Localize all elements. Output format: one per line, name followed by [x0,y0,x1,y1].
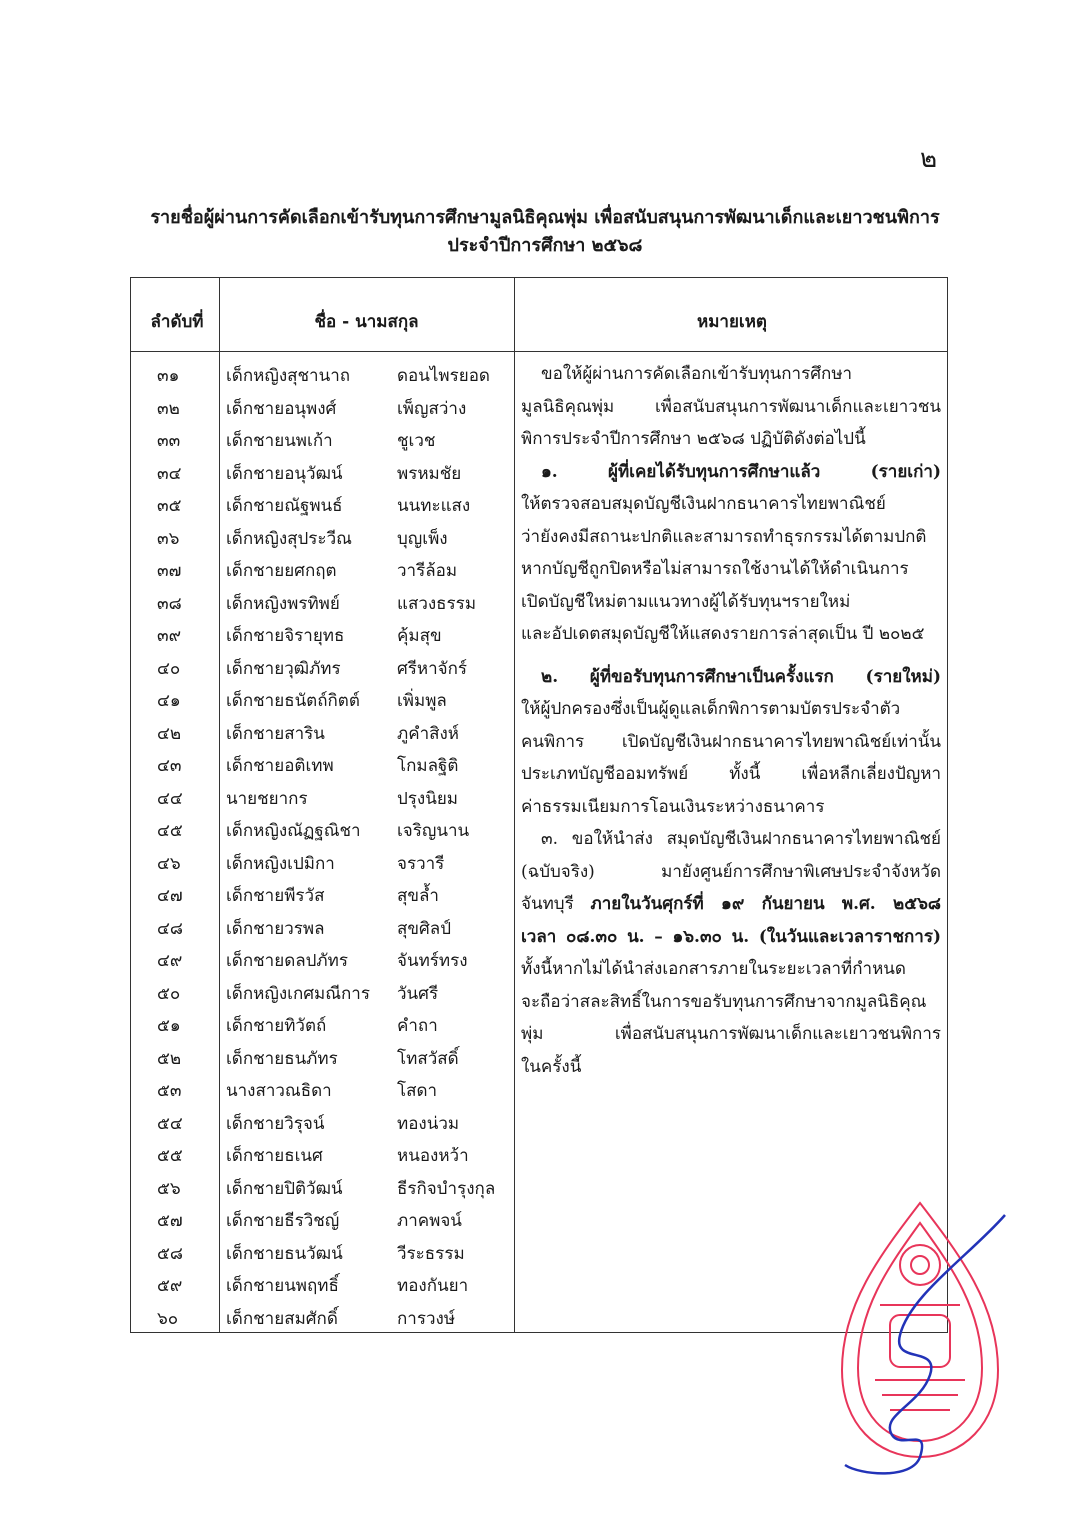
remark-item2-line: ประเภทบัญชีออมทรัพย์ ทั้งนี้ เพื่อหลีกเลี่ยงปัญหา [521,764,941,784]
row-last-name: การวงษ์ [397,1308,456,1329]
remark-deadline-date: ภายในวันศุกร์ที่ ๑๙ กันยายน พ.ศ. ๒๕๖๘ [590,894,941,914]
row-last-name: ทองน่วม [397,1113,460,1134]
row-order-number: ๕๙ [157,1276,183,1296]
row-last-name: ปรุงนิยม [397,788,459,809]
row-first-name: เด็กชายสมศักดิ์ [226,1308,338,1329]
row-order-number: ๕๔ [157,1113,183,1134]
row-first-name: เด็กชายนพฤทธิ์ [226,1276,339,1296]
remark-item1-line: หากบัญชีถูกปิดหรือไม่สามารถใช้งานได้ให้ดำเนินการ [521,559,909,579]
row-first-name: นางสาวณธิดา [226,1081,332,1101]
row-first-name: เด็กชายอติเทพ [226,756,334,776]
header-name: ชื่อ - นามสกุล [314,312,419,332]
row-first-name: เด็กชายวิรุจน์ [226,1113,325,1134]
row-first-name: เด็กชายณัฐพนธ์ [226,496,343,516]
row-first-name: เด็กหญิงเกศมณีการ [226,983,370,1004]
row-order-number: ๓๘ [157,593,182,614]
header-remark: หมายเหตุ [697,312,767,332]
row-order-number: ๕๕ [157,1146,183,1166]
remark-item1-line: เปิดบัญชีใหม่ตามแนวทางผู้ได้รับทุนฯรายใหม่ [521,591,851,612]
remark-text [521,358,941,1083]
row-last-name: ทองกันยา [397,1276,469,1296]
row-last-name: บุญเพ็ง [397,528,448,549]
row-first-name: เด็กชายสาริน [226,723,325,744]
row-last-name: วีระธรรม [397,1243,465,1264]
row-last-name: สุขล้ำ [397,886,439,906]
row-first-name: เด็กชายธีรวิชญ์ [226,1211,340,1231]
official-seal-stamp [820,1195,1020,1485]
remark-item3-line: จะถือว่าสละสิทธิ์ในการขอรับทุนการศึกษาจากมูลนิธิคุณ [521,991,927,1012]
row-first-name: เด็กชายจิรายุทธ [226,626,345,646]
row-order-number: ๔๑ [157,691,181,711]
row-order-number: ๔๐ [157,658,181,679]
row-first-name: เด็กชายนพเก้า [226,431,333,451]
row-last-name: เพ็ญสว่าง [397,398,467,419]
remark-item3-line: พุ่ม เพื่อสนับสนุนการพัฒนาเด็กและเยาวชนพิการ [521,1024,941,1044]
row-order-number: ๕๖ [157,1178,181,1199]
row-order-number: ๔๗ [157,886,183,906]
page-number: ๒ [920,144,938,174]
row-last-name: ดอนไพรยอด [397,366,490,386]
row-first-name: เด็กชายวรพล [226,918,325,939]
row-last-name: จันทร์ทรง [397,951,468,971]
row-last-name: ธีรกิจบำรุงกุล [397,1178,496,1199]
remark-item3-line [521,888,941,921]
row-first-name: เด็กชายอนุวัฒน์ [226,463,343,484]
remark-intro-line: พิการประจำปีการศึกษา ๒๕๖๘ ปฏิบัติดังต่อไปนี้ [521,429,866,449]
row-first-name: เด็กชายทิวัตถ์ [226,1016,327,1036]
row-first-name: เด็กหญิงสุประวีณ [226,528,352,549]
remark-item1-line: ให้ตรวจสอบสมุดบัญชีเงินฝากธนาคารไทยพาณิชย์ [521,494,886,514]
row-first-name: เด็กหญิงพรทิพย์ [226,593,340,614]
row-first-name: เด็กชายธนวัฒน์ [226,1243,343,1264]
remark-item3-line: ในครั้งนี้ [521,1056,582,1077]
row-last-name: โทสวัสดิ์ [397,1048,459,1069]
row-order-number: ๕๘ [157,1243,183,1264]
row-order-number: ๔๘ [157,918,183,939]
remark-item2-heading: ๒. ผู้ที่ขอรับทุนการศึกษาเป็นครั้งแรก (รายใหม่) [541,666,941,687]
row-order-number: ๓๙ [157,626,182,646]
row-order-number: ๔๔ [157,788,183,809]
row-last-name: แสวงธรรม [397,593,477,614]
row-order-number: ๓๑ [157,366,180,386]
row-last-name: โกมลฐิติ [397,756,459,776]
remark-item2-line: ให้ผู้ปกครองซึ่งเป็นผู้ดูแลเด็กพิการตามบัตรประจำตัว [521,699,901,719]
row-order-number: ๕๒ [157,1048,182,1069]
row-first-name: เด็กชายยศกฤต [226,561,337,581]
row-first-name: เด็กชายธนัตถ์กิตต์ [226,691,360,711]
row-first-name: เด็กหญิงเปมิกา [226,853,335,874]
header-order: ลำดับที่ [150,312,204,332]
row-last-name: สุขศิลป์ [397,918,451,939]
header-divider [131,351,947,352]
remark-item2-line: คนพิการ เปิดบัญชีเงินฝากธนาคารไทยพาณิชย์เท่านั้น [521,731,941,752]
row-last-name: วารีล้อม [397,561,458,581]
row-last-name: โสดา [397,1081,438,1101]
remark-item1-line: ว่ายังคงมีสถานะปกติและสามารถทำธุรกรรมได้ตามปกติ [521,526,927,547]
document-subtitle: ประจำปีการศึกษา ๒๕๖๘ [447,235,643,256]
row-first-name: เด็กชายธเนศ [226,1146,323,1166]
row-order-number: ๔๙ [157,951,183,971]
remark-deadline-time: เวลา ๐๘.๓๐ น. – ๑๖.๓๐ น. (ในวันและเวลาราชการ) [521,926,941,947]
row-order-number: ๕๓ [157,1081,182,1101]
document-title: รายชื่อผู้ผ่านการคัดเลือกเข้ารับทุนการศึกษามูลนิธิคุณพุ่ม เพื่อสนับสนุนการพัฒนาเด็กและเยาวชนพิการ [150,207,940,228]
row-last-name: คุ้มสุข [397,626,442,646]
row-order-number: ๔๓ [157,756,182,776]
remark-item1-line: และอัปเดตสมุดบัญชีให้แสดงรายการล่าสุดเป็น ปี ๒๐๒๕ [521,624,925,644]
row-first-name: เด็กชายธนภัทร [226,1048,338,1069]
remark-item3-line: ทั้งนี้หากไม่ได้นำส่งเอกสารภายในระยะเวลาที่กำหนด [521,959,906,979]
row-last-name: ศรีหาจักร์ [397,658,468,679]
row-last-name: พรหมชัย [397,463,462,484]
recipients-table [130,277,948,1333]
row-first-name: นายชยากร [226,788,308,809]
column-divider [514,278,515,1332]
row-order-number: ๓๔ [157,463,182,484]
remark-item2-line: ค่าธรรมเนียมการโอนเงินระหว่างธนาคาร [521,796,825,817]
row-last-name: ชูเวช [397,431,436,451]
row-order-number: ๔๕ [157,821,183,841]
row-first-name: เด็กหญิงณัฏฐณิชา [226,821,361,841]
row-last-name: วันศรี [397,983,439,1004]
row-last-name: เพิ่มพูล [397,691,447,711]
row-first-name: เด็กชายพีรวัส [226,886,325,906]
row-order-number: ๓๕ [157,496,182,516]
row-first-name: เด็กชายอนุพงศ์ [226,398,337,419]
row-order-number: ๓๓ [157,431,181,451]
row-order-number: ๕๗ [157,1211,183,1231]
row-last-name: ภาคพจน์ [397,1211,462,1231]
remark-intro-line: ขอให้ผู้ผ่านการคัดเลือกเข้ารับทุนการศึกษา [541,364,853,384]
row-last-name: ภูคำสิงห์ [397,723,460,744]
row-order-number: ๓๒ [157,398,180,419]
row-order-number: ๓๖ [157,528,180,549]
row-order-number: ๔๖ [157,853,181,874]
remark-item1-heading: ๑. ผู้ที่เคยได้รับทุนการศึกษาแล้ว (รายเก่า) [541,461,941,482]
remark-item3-place: จันทบุรี [521,894,591,914]
row-order-number: ๖๐ [157,1308,179,1329]
row-order-number: ๕๐ [157,983,181,1004]
column-divider [219,278,220,1332]
row-first-name: เด็กชายดลปภัทร [226,951,348,971]
remark-item3-line: ๓. ขอให้นำส่ง สมุดบัญชีเงินฝากธนาคารไทยพาณิชย์ [541,829,941,849]
row-last-name: คำถา [397,1016,438,1036]
row-order-number: ๓๗ [157,561,182,581]
row-first-name: เด็กชายวุฒิภัทร [226,658,341,679]
row-last-name: จรวารี [397,853,445,874]
row-first-name: เด็กหญิงสุชานาถ [226,366,351,386]
row-last-name: หนองหว้า [397,1146,469,1166]
row-last-name: นนทะแสง [397,496,471,516]
row-last-name: เจริญนาน [397,821,470,841]
remark-intro-line: มูลนิธิคุณพุ่ม เพื่อสนับสนุนการพัฒนาเด็กและเยาวชน [521,396,941,417]
row-order-number: ๕๑ [157,1016,181,1036]
row-order-number: ๔๒ [157,723,182,744]
remark-item3-line: (ฉบับจริง) มายังศูนย์การศึกษาพิเศษประจำจังหวัด [521,861,941,882]
row-first-name: เด็กชายปิติวัฒน์ [226,1178,343,1199]
